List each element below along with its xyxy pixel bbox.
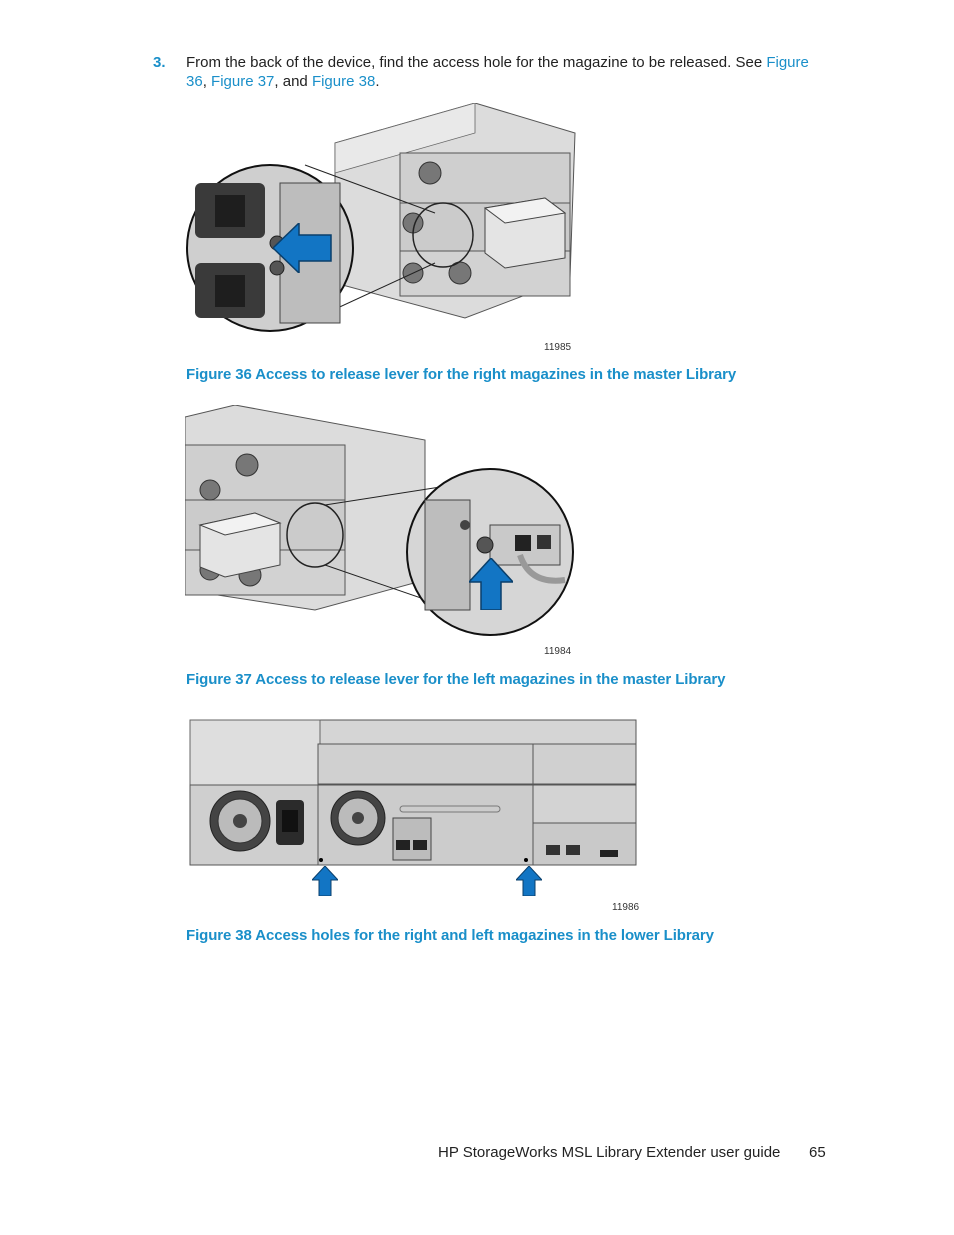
arrow-up-right-hole-icon [516, 866, 542, 896]
figure-37-caption: Figure 37 Access to release lever for the left magazines in the master Library [186, 671, 726, 688]
step-text-body: From the back of the device, find the access hole for the magazine to be released. See [186, 54, 767, 71]
step-sep-2: , and [274, 73, 312, 90]
link-figure-36[interactable]: Figure 36 [186, 54, 809, 90]
step-number: 3. [153, 54, 166, 71]
figure-36-id: 11985 [544, 342, 572, 353]
step-end: . [375, 73, 380, 90]
link-figure-37[interactable]: Figure 37 [211, 73, 275, 90]
figure-37-svg [185, 405, 577, 640]
figure-36-illustration [185, 103, 585, 333]
step-text [186, 53, 823, 91]
arrow-up-left-hole-icon [312, 866, 338, 896]
figure-38-illustration [188, 718, 643, 898]
page-number: 65 [809, 1144, 826, 1161]
figure-38-id: 11986 [612, 902, 640, 913]
figure-38-caption: Figure 38 Access holes for the right and left magazines in the lower Library [186, 927, 714, 944]
figure-37-id: 11984 [544, 646, 572, 657]
figure-36-svg [185, 103, 585, 333]
figure-36-caption: Figure 36 Access to release lever for the right magazines in the master Library [186, 366, 737, 383]
figure-38-svg [188, 718, 643, 868]
step-sep-1: , [202, 73, 212, 90]
arrow-right-icon [273, 223, 335, 273]
arrow-up-icon [469, 558, 513, 610]
footer-title: HP StorageWorks MSL Library Extender user guide [438, 1144, 781, 1161]
link-figure-38[interactable]: Figure 38 [311, 73, 376, 90]
figure-37-illustration [185, 405, 577, 640]
step-3 [153, 53, 823, 91]
